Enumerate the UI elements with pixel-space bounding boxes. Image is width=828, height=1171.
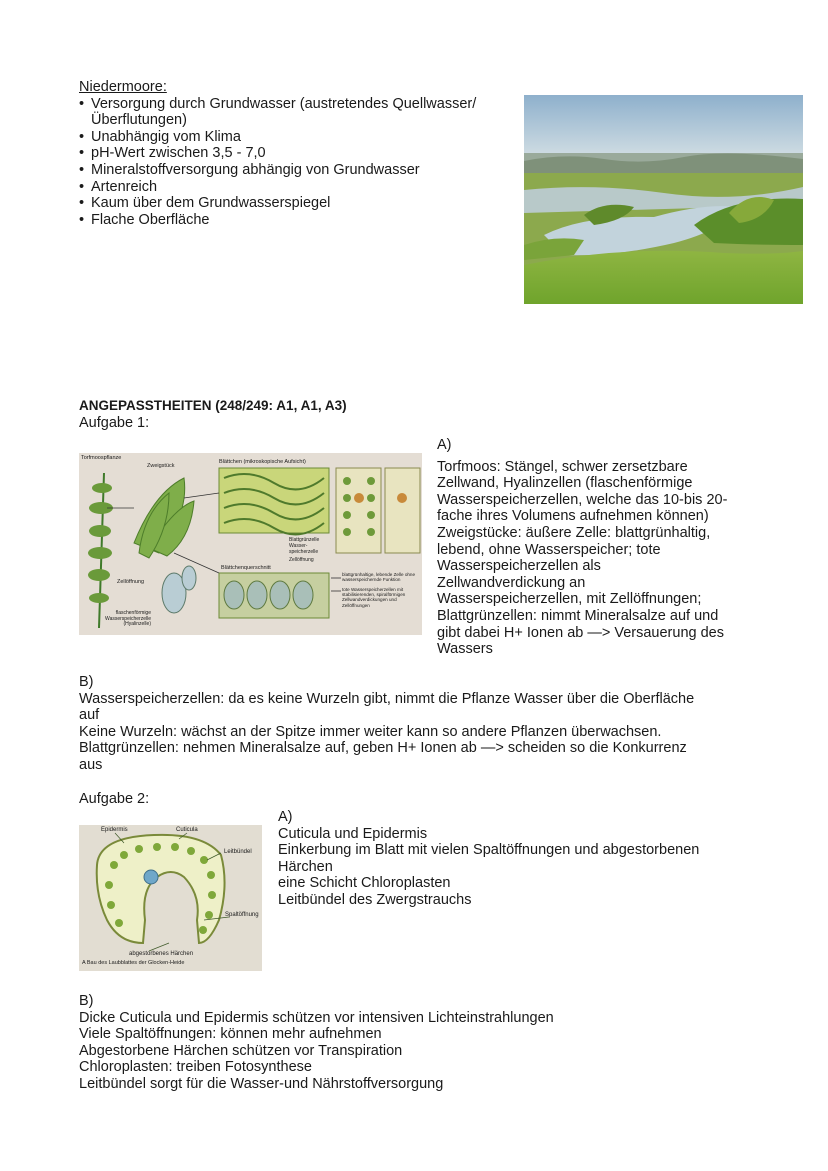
niedermoore-list xyxy=(79,96,519,229)
text-line: Wasserspeicherzellen, welche das 10-bis 20- xyxy=(437,491,728,508)
fig1-label-wasserspeicher: Wasser-speicherzelle xyxy=(289,543,319,555)
aufgabe1-a-label: A) xyxy=(437,437,452,453)
aufgabe2-b-block xyxy=(79,993,779,1093)
aufgabe1-a-block xyxy=(437,437,817,658)
text-line: Einkerbung im Blatt mit vielen Spaltöffnungen und abgestorbenen xyxy=(278,842,700,859)
text-line: Zellwand, Hyalinzellen (flaschenförmige xyxy=(437,475,693,492)
text-line: lebend, ohne Wasserspeicher; tote xyxy=(437,541,661,558)
fig2-label-spaltoeffnung: Spaltöffnung xyxy=(225,912,259,918)
text-line: Wasserspeicherzellen: da es keine Wurzeln gibt, nimmt die Pflanze Wasser über die Oberfläche xyxy=(79,690,695,707)
text-line: Leitbündel sorgt für die Wasser-und Nährstoffversorgung xyxy=(79,1075,444,1092)
list-item: • Artenreich xyxy=(79,179,519,196)
fig2-label-cuticula: Cuticula xyxy=(176,827,198,833)
niedermoore-block xyxy=(79,79,519,228)
laubblatt-figure xyxy=(79,825,262,971)
text-line: Wassers xyxy=(437,641,493,658)
fig1-label-querschnitt: Blättchenquerschnitt xyxy=(221,565,271,571)
text-line: auf xyxy=(79,707,100,724)
fig1-label-zweig: Zweigstück xyxy=(147,463,175,469)
aufgabe1-label: Aufgabe 1: xyxy=(79,415,150,431)
aufgabe2-b-label: B) xyxy=(79,993,94,1009)
fig1-note-2: tote Wasserspeicherzellen mit stabilisierenden, spiralförmigen Zellwandverdickungen und Zellöffnungen xyxy=(342,587,406,608)
text-line: gibt dabei H+ Ionen ab —> Versauerung des xyxy=(437,624,724,641)
list-item: • Versorgung durch Grundwasser (austretendes Quellwasser/ Überflutungen) xyxy=(79,96,519,129)
aufgabe1-b-block xyxy=(79,674,779,774)
text-line: Keine Wurzeln: wächst an der Spitze immer weiter kann so andere Pflanzen überwachsen. xyxy=(79,723,662,740)
fig1-label-blattgruen: Blattgrünzelle xyxy=(289,537,320,543)
text-line: Abgestorbene Härchen schützen vor Transpiration xyxy=(79,1042,403,1059)
fig2-caption: A Bau des Laubblattes der Glocken-Heide xyxy=(82,960,185,966)
text-line: Torfmoos: Stängel, schwer zersetzbare xyxy=(437,458,688,475)
torfmoos-figure xyxy=(79,453,422,635)
list-item: • Kaum über dem Grundwasserspiegel xyxy=(79,195,519,212)
text-line: eine Schicht Chloroplasten xyxy=(278,875,451,892)
aufgabe2-a-block xyxy=(278,809,798,909)
fig1-label-blaettchen: Blättchen (mikroskopische Aufsicht) xyxy=(219,459,306,465)
text-line: Cuticula und Epidermis xyxy=(278,825,428,842)
fig1-label-pflanze: Torfmoospflanze xyxy=(81,455,122,461)
niedermoore-heading: Niedermoore: xyxy=(79,79,167,95)
fen-landscape-photo xyxy=(524,95,803,304)
fig2-label-leitbuendel: Leitbündel xyxy=(224,849,252,855)
text-line: Härchen xyxy=(278,858,333,875)
text-line: Leitbündel des Zwergstrauchs xyxy=(278,891,472,908)
fig1-note-1: blattgrünhaltige, lebende Zelle ohne wasserspeichernde Funktion xyxy=(342,572,416,583)
aufgabe2-label: Aufgabe 2: xyxy=(79,791,150,807)
fig2-label-haerchen: abgestorbenes Härchen xyxy=(129,951,194,957)
text-line: Blattgrünzellen: nimmt Mineralsalze auf und xyxy=(437,607,719,624)
text-line: aus xyxy=(79,756,103,773)
aufgabe2-a-label: A) xyxy=(278,809,293,825)
text-line: Viele Spaltöffnungen: können mehr aufnehmen xyxy=(79,1026,382,1043)
list-item: • pH-Wert zwischen 3,5 - 7,0 xyxy=(79,145,519,162)
text-line: Dicke Cuticula und Epidermis schützen vor intensiven Lichteinstrahlungen xyxy=(79,1009,554,1026)
list-item: • Flache Oberfläche xyxy=(79,212,519,229)
text-line: fache ihres Volumens aufnehmen können) xyxy=(437,508,709,525)
fig1-label-zelloeffnung-small: Zellöffnung xyxy=(289,557,314,563)
text-line: Zellwandverdickung an xyxy=(437,574,586,591)
text-line: Wasserspeicherzellen, mit Zellöffnungen; xyxy=(437,591,702,608)
text-line: Wasserspeicherzellen als xyxy=(437,558,601,575)
text-line: Blattgrünzellen: nehmen Mineralsalze auf, geben H+ Ionen ab —> scheiden so die Konkurrenz xyxy=(79,740,687,757)
section-title: ANGEPASSTHEITEN (248/249: A1, A1, A3) xyxy=(79,398,347,413)
list-item: • Unabhängig vom Klima xyxy=(79,129,519,146)
aufgabe1-b-label: B) xyxy=(79,674,94,690)
list-item: • Mineralstoffversorgung abhängig von Grundwasser xyxy=(79,162,519,179)
fig1-label-zelloeffnung: Zellöffnung xyxy=(117,579,145,585)
text-line: Chloroplasten: treiben Fotosynthese xyxy=(79,1059,312,1076)
fig1-label-flaschen: flaschenförmige Wasserspeicherzelle (Hyalinzelle) xyxy=(105,610,151,627)
text-line: Zweigstücke: äußere Zelle: blattgrünhaltig, xyxy=(437,524,711,541)
fig2-label-epidermis: Epidermis xyxy=(101,827,128,833)
